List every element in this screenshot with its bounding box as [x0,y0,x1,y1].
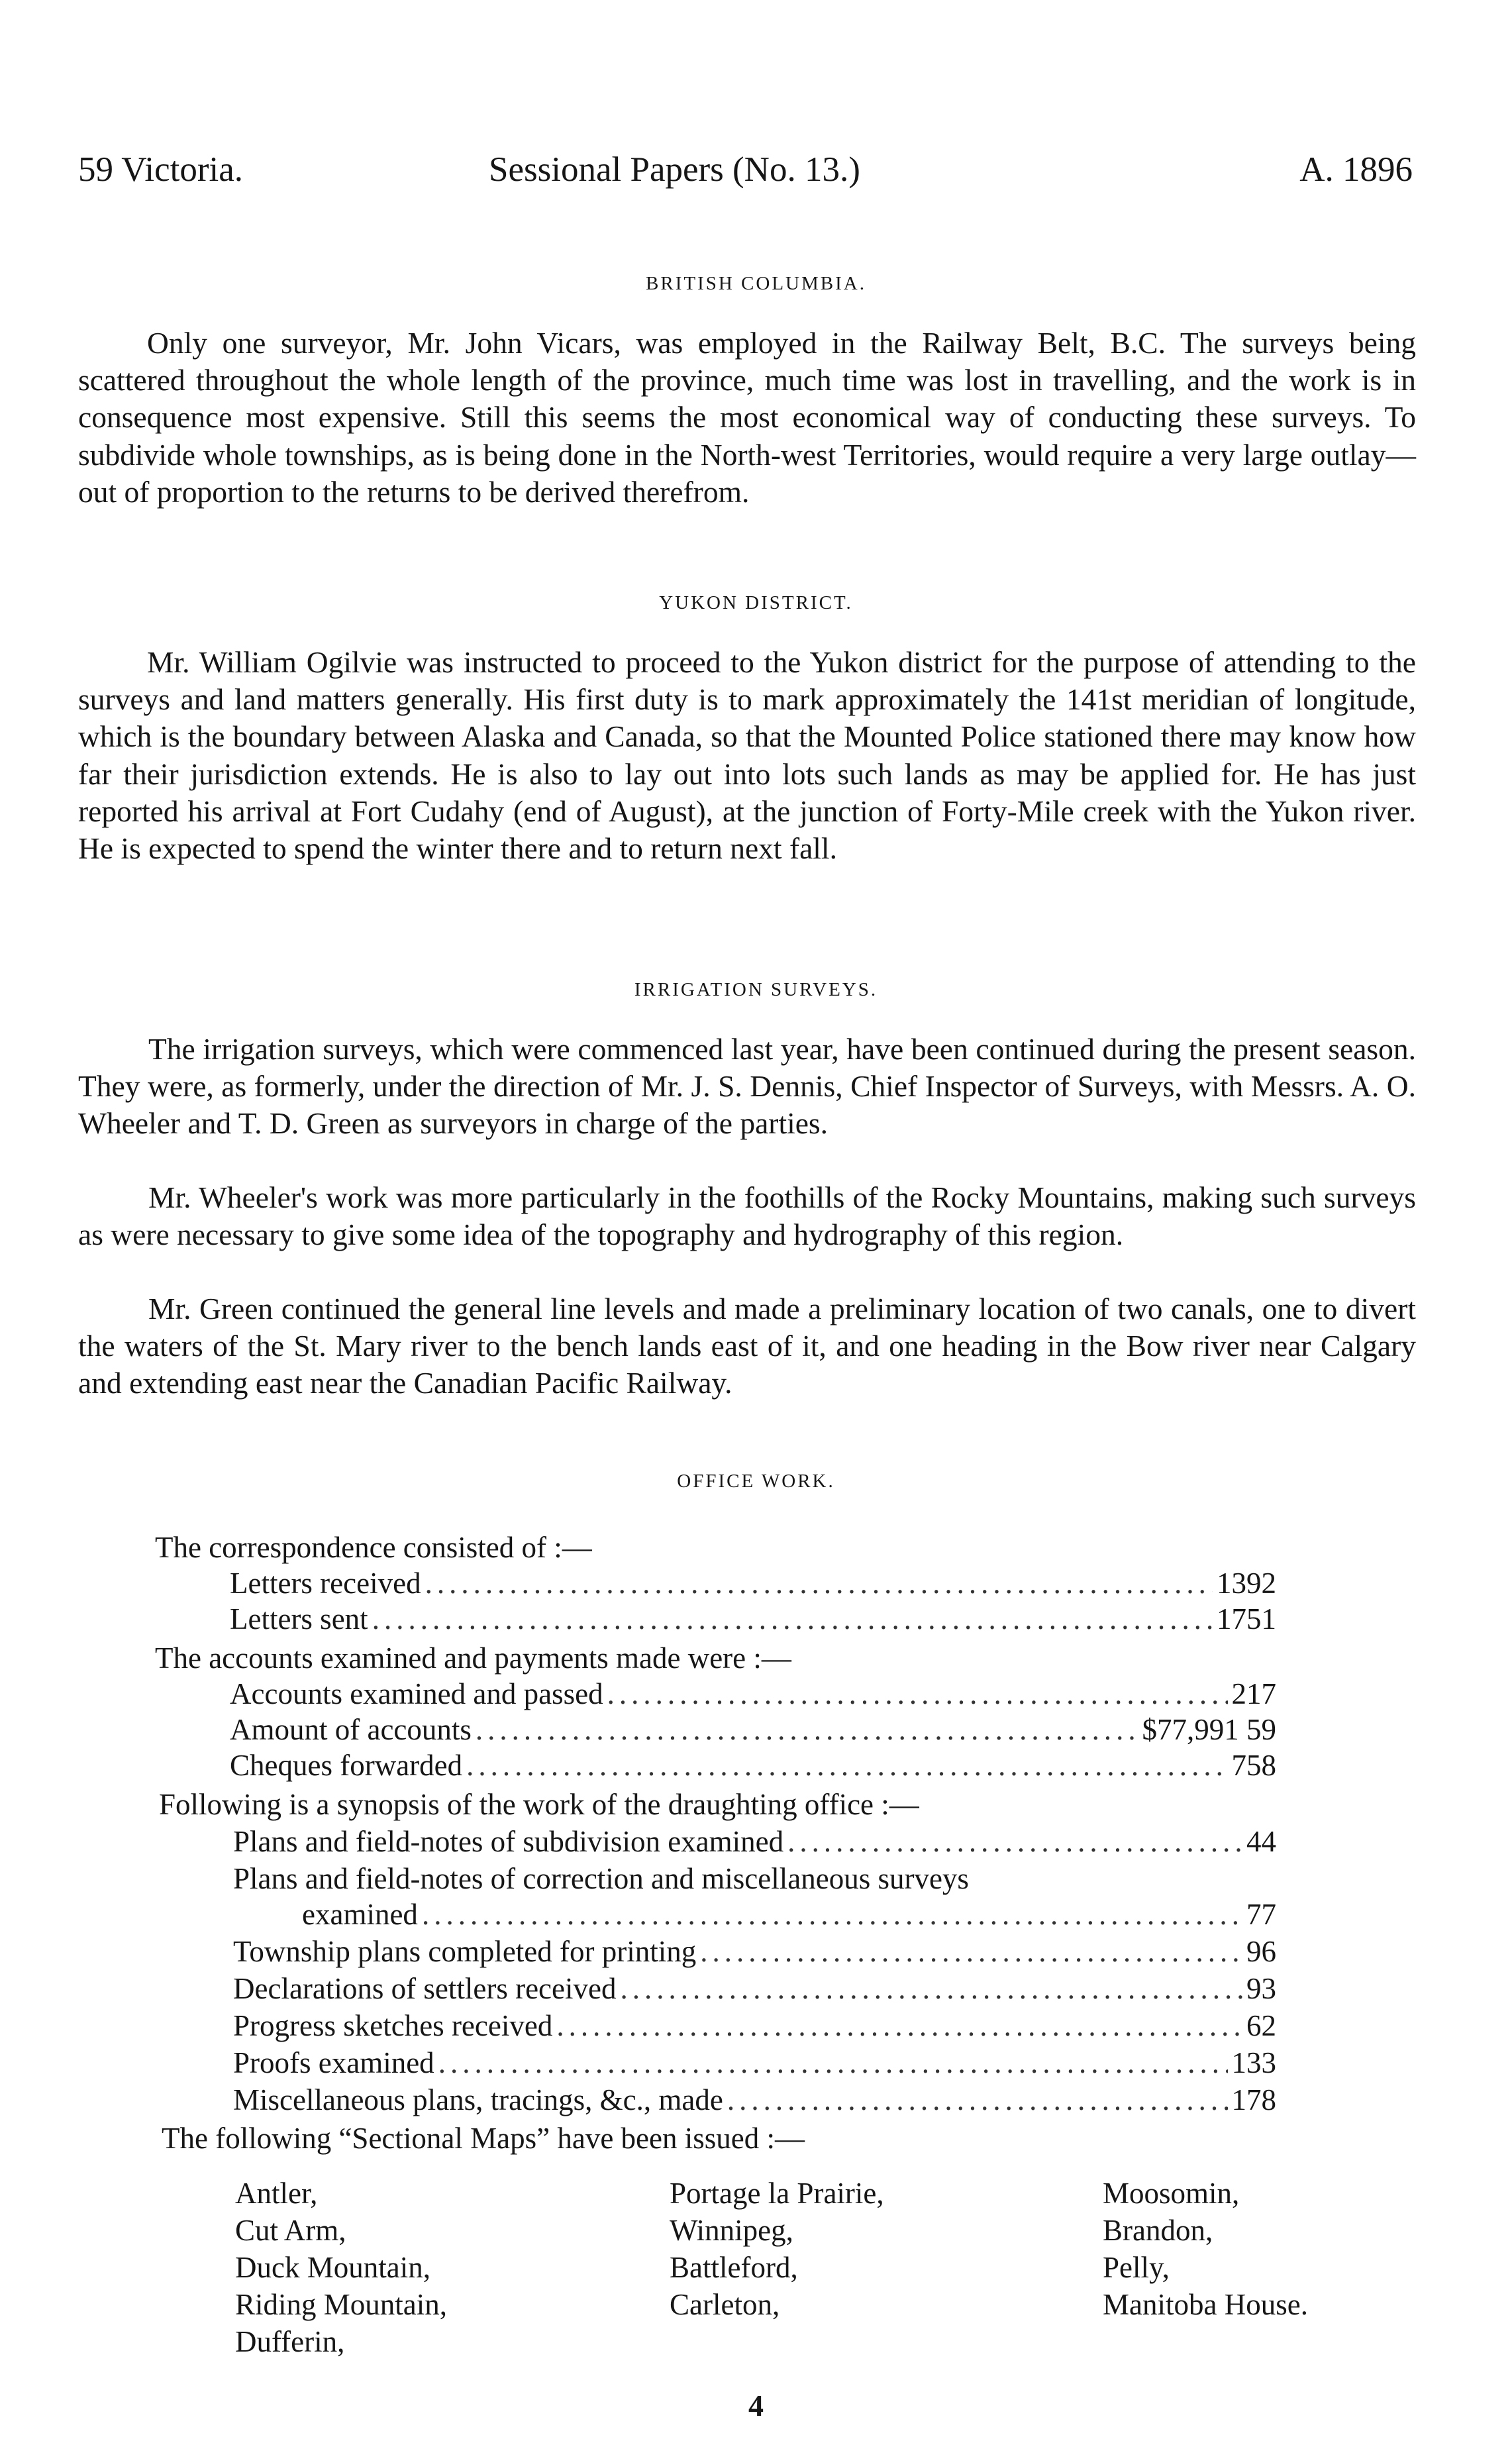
accounts-intro: The accounts examined and payments made were :— [155,1641,791,1675]
list-item [230,1600,1276,1637]
irrigation-heading: IRRIGATION SURVEYS. [634,979,878,1000]
map-name: Riding Mountain, [235,2288,448,2321]
map-name: Brandon, [1103,2214,1213,2247]
irrigation-paragraph-1: The irrigation surveys, which were commenced last year, have been continued during the present season. They were, as formerly, under the direction of Mr. J. S. Dennis, Chief Inspector of Surveys, with Messrs. A. O. Wheeler and T. D. Green as surveyors in charge of the parties. [78,1032,1416,1141]
map-name: Duck Mountain, [235,2251,430,2284]
entry-value: 93 [1246,1972,1276,2005]
entry-value: 217 [1231,1677,1276,1710]
page-number: 4 [748,2389,764,2422]
entry-label: Cheques forwarded [230,1749,463,1782]
irrigation-paragraph-3: Mr. Green continued the general line levels and made a preliminary location of two canals, one to divert the waters of the St. Mary river to the bench lands east of it, and one heading in the Bow river near Calgary and extending east near the Canadian Pacific Railway. [78,1292,1416,1400]
entry-value: 44 [1246,1825,1276,1858]
entry-label: Letters sent [230,1602,368,1636]
list-item [302,1896,1276,1933]
irrigation-paragraph-2: Mr. Wheeler's work was more particularly in the foothills of the Rocky Mountains, making such surveys as were necessary to give some idea of the topography and hydrography of this region. [78,1180,1416,1252]
office-work-heading: OFFICE WORK. [677,1471,835,1492]
map-name: Cut Arm, [235,2214,346,2247]
session-label: 59 Victoria. [78,150,244,189]
sectional-maps-list [235,2175,1427,2367]
entry-label: Miscellaneous plans, tracings, &c., made [233,2083,723,2116]
entry-value: 62 [1246,2009,1276,2042]
map-name: Dufferin, [235,2325,345,2358]
list-item [233,2044,1276,2081]
map-name: Pelly, [1103,2251,1170,2284]
yukon-paragraph: Mr. William Ogilvie was instructed to proceed to the Yukon district for the purpose of attending to the surveys and land matters generally. His first duty is to mark approximately the 141st meridian of longitude, which is the boundary between Alaska and Canada, so that the Mounted Police stationed there may know how far their jurisdiction extends. He is also to lay out into lots such lands as may be applied for. He has just reported his arrival at Fort Cudahy (end of August), at the junction of Forty-Mile creek with the Yukon river. He is expected to spend the winter there and to return next fall. [78,645,1416,866]
entry-label: Amount of accounts [230,1713,472,1746]
map-name: Battleford, [670,2251,798,2284]
running-header [78,150,1413,203]
map-name: Moosomin, [1103,2177,1240,2210]
map-name: Winnipeg, [670,2214,793,2247]
year-label: A. 1896 [1299,150,1413,189]
sessional-papers-label: Sessional Papers (No. 13.) [489,150,860,189]
entry-label: Declarations of settlers received [233,1972,617,2005]
map-name: Antler, [235,2177,318,2210]
sectional-maps-intro: The following “Sectional Maps” have been issued :— [162,2122,805,2155]
correspondence-intro: The correspondence consisted of :— [155,1531,592,1564]
entry-label: Letters received [230,1567,421,1600]
entry-value: 758 [1231,1749,1276,1782]
list-item [233,1823,1276,1860]
entry-label: Proofs examined [233,2046,434,2079]
list-item [233,2007,1276,2044]
entry-value: 1392 [1217,1567,1276,1600]
entry-value: 178 [1231,2083,1276,2116]
entry-label: Progress sketches received [233,2009,553,2042]
list-item [230,1747,1276,1784]
entry-value: 77 [1246,1898,1276,1931]
list-item [230,1675,1276,1712]
list-item [233,2081,1276,2118]
list-item [230,1711,1276,1748]
entry-value: 133 [1231,2046,1276,2079]
map-name: Portage la Prairie, [670,2177,884,2210]
entry-label: examined [302,1898,418,1931]
map-name: Carleton, [670,2288,780,2321]
list-item [233,1933,1276,1970]
entry-value: 96 [1246,1935,1276,1968]
british-columbia-heading: BRITISH COLUMBIA. [646,273,866,294]
entry-label: Township plans completed for printing [233,1935,697,1968]
entry-label: Accounts examined and passed [230,1677,603,1710]
map-name: Manitoba House. [1103,2288,1308,2321]
draughting-intro: Following is a synopsis of the work of the draughting office :— [159,1788,919,1821]
yukon-heading: YUKON DISTRICT. [659,592,853,613]
entry-label-continued: Plans and field-notes of correction and miscellaneous surveys [233,1862,969,1895]
british-columbia-paragraph: Only one surveyor, Mr. John Vicars, was employed in the Railway Belt, B.C. The surveys being scattered throughout the whole length of the province, much time was lost in travelling, and the work is in consequence most expensive. Still this seems the most economical way of conducting these surveys. To subdivide whole townships, as is being done in the North-west Territories, would require a very large outlay—out of proportion to the returns to be derived therefrom. [78,326,1416,509]
entry-value: $77,991 59 [1142,1713,1276,1746]
list-item [230,1565,1276,1602]
entry-label: Plans and field-notes of subdivision examined [233,1825,784,1858]
list-item [233,1970,1276,2007]
entry-value: 1751 [1217,1602,1276,1636]
